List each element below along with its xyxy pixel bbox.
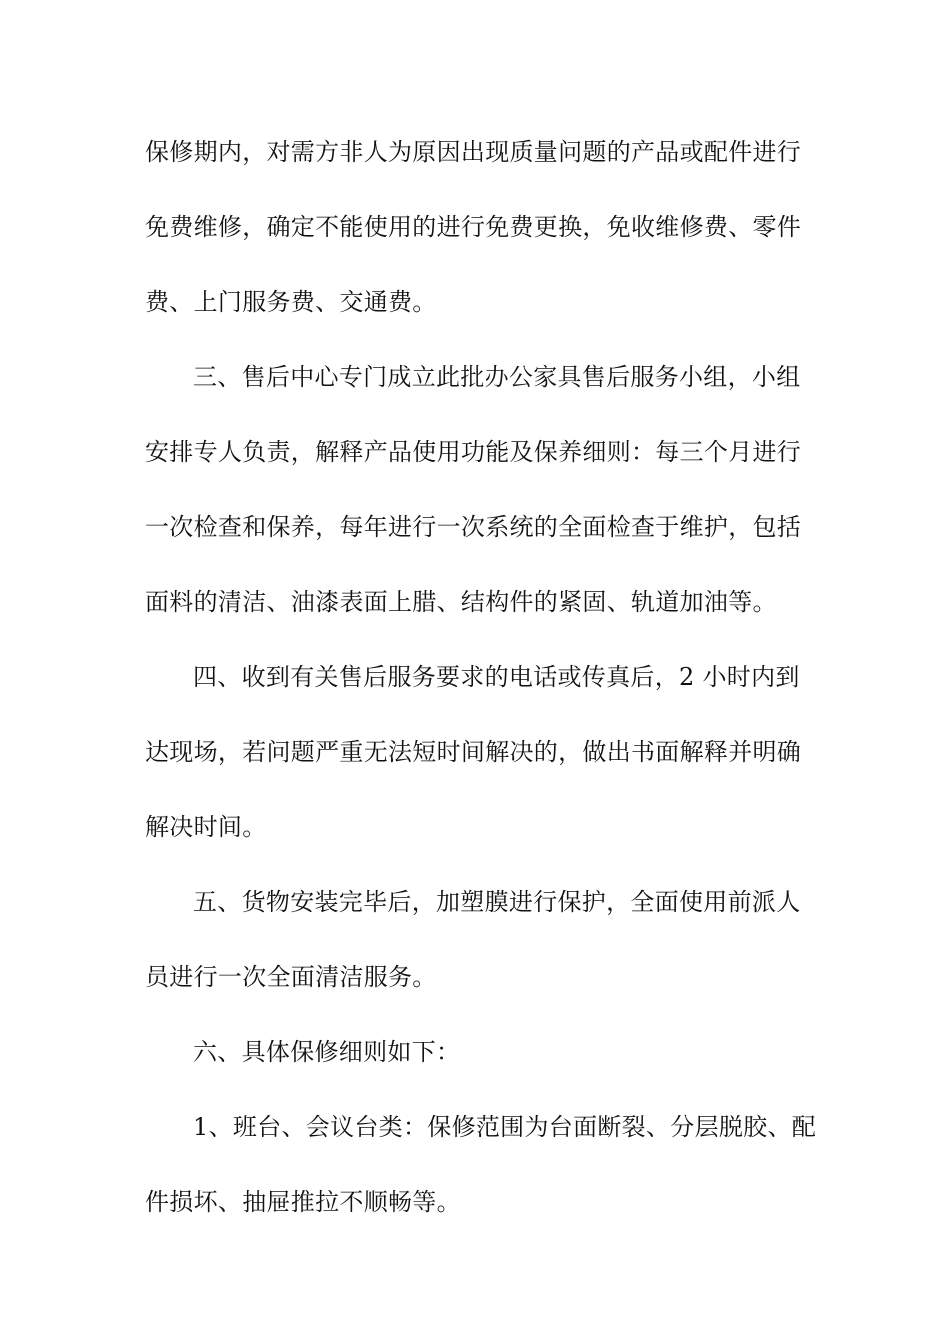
text-line: 保修期内，对需方非人为原因出现质量问题的产品或配件进行 (145, 138, 802, 166)
text-line: 免费维修，确定不能使用的进行免费更换，免收维修费、零件 (145, 213, 802, 241)
paragraph-four-start: 四、收到有关售后服务要求的电话或传真后，2 小时内到 (193, 663, 800, 691)
item-one-start: 1、班台、会议台类：保修范围为台面断裂、分层脱胶、配 (193, 1113, 817, 1141)
text-line: 达现场，若问题严重无法短时间解决的，做出书面解释并明确 (145, 738, 802, 766)
text-line: 费、上门服务费、交通费。 (145, 288, 437, 316)
paragraph-five-start: 五、货物安装完毕后，加塑膜进行保护，全面使用前派人 (193, 888, 801, 916)
paragraph-six-heading: 六、具体保修细则如下： (193, 1038, 461, 1066)
text-line: 面料的清洁、油漆表面上腊、结构件的紧固、轨道加油等。 (145, 588, 777, 616)
text-line: 件损坏、抽屉推拉不顺畅等。 (145, 1188, 461, 1216)
paragraph-three-start: 三、售后中心专门成立此批办公家具售后服务小组，小组 (193, 363, 801, 391)
text-line: 一次检查和保养，每年进行一次系统的全面检查于维护，包括 (145, 513, 802, 541)
text-line: 解决时间。 (145, 813, 267, 841)
text-line: 安排专人负责，解释产品使用功能及保养细则：每三个月进行 (145, 438, 802, 466)
text-line: 员进行一次全面清洁服务。 (145, 963, 437, 991)
